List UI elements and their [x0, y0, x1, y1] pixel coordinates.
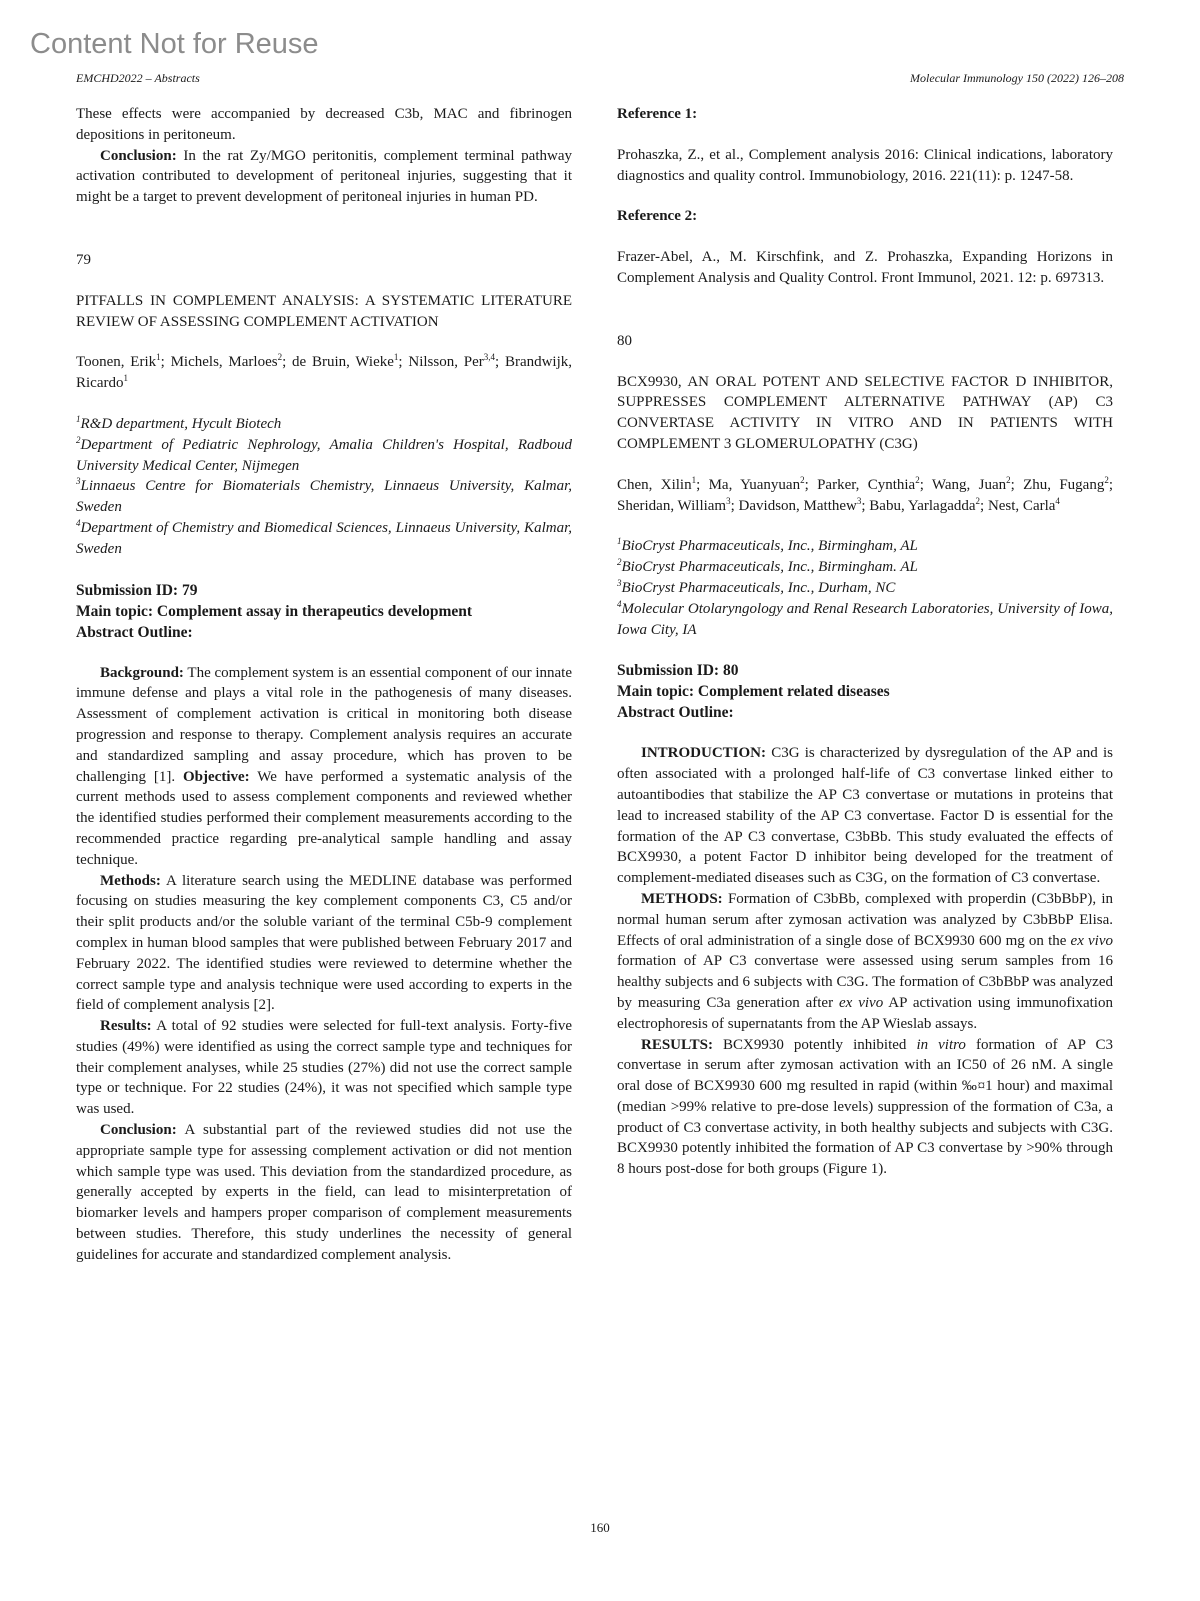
- author-affiliation-marker: 2: [1104, 474, 1109, 485]
- results-label: Results:: [100, 1018, 152, 1035]
- author-name: Zhu, Fugang: [1023, 476, 1105, 493]
- author-affiliation-marker: 3: [856, 495, 862, 506]
- background-text: The complement system is an essential component of our innate immune defense and plays a vital role in the pathogenesis of many diseases. Assessment of complement activation is critical in monitoring both disease progression and response to therapy. Complement analysis requires an accurate and standardized sampling and assay procedure, which has proven to be challenging [1].: [76, 664, 572, 785]
- submission-id: Submission ID: 80: [617, 662, 739, 680]
- author-affiliation-marker: 2: [1006, 474, 1011, 485]
- affiliation-text: Linnaeus Centre for Biomaterials Chemistry, Linnaeus University, Kalmar, Sweden: [76, 478, 572, 516]
- objective-text: We have performed a systematic analysis of the current methods used to assess complement components and reviewed whether the identified studies performed their complement measurements according to the recommended practice regarding pre-analytical sample handling and assay technique.: [76, 768, 573, 868]
- author-name: Brandwijk, Ricardo: [76, 354, 573, 392]
- results-paragraph: [76, 1016, 572, 1120]
- right-column: [617, 104, 1113, 1180]
- conclusion-text: In the rat Zy/MGO peritonitis, complement terminal pathway activation contributed to development of peritoneal injuries, suggesting that it might be a target to prevent development of peritoneal injuries in human PD.: [76, 147, 572, 206]
- affiliation-list: [76, 414, 572, 560]
- methods-text: formation of AP C3 convertase were assessed using serum samples from 16 healthy subjects and 6 subjects with C3G. The formation of C3bBbP was analyzed by measuring C3a generation after: [617, 953, 1113, 1011]
- conclusion-paragraph: [76, 1120, 572, 1266]
- author-affiliation-marker: 2: [277, 352, 283, 363]
- affiliation-marker: 1: [76, 413, 81, 424]
- methods-paragraph: [617, 889, 1113, 1035]
- results-italic: in vitro: [916, 1036, 966, 1053]
- methods-paragraph: [76, 871, 572, 1017]
- affiliation-text: R&D department, Hycult Biotech: [80, 415, 282, 432]
- author-name: Babu, Yarlagadda: [869, 497, 976, 514]
- submission-id: Submission ID: 79: [76, 581, 198, 599]
- affiliation-marker: 4: [76, 517, 81, 528]
- methods-text: A literature search using the MEDLINE database was performed focusing on studies measuring the key complement components C3, C5 and/or their split products and/or the soluble variant of the terminal C5b-9 complement complex in human blood samples that were published between February 2017 and February 2022. The identified studies were reviewed to determine whether the correct sample type and analysis technique were used according to experts in the field of complement analysis [2].: [76, 872, 572, 1014]
- affiliation: [76, 476, 572, 518]
- affiliation-text: Department of Chemistry and Biomedical Sciences, Linnaeus University, Kalmar, Sweden: [76, 519, 572, 557]
- conclusion-label: Conclusion:: [100, 147, 177, 164]
- author-affiliation-marker: 3: [726, 495, 731, 506]
- affiliation-list: [617, 536, 1113, 640]
- methods-text: Formation of C3bBb, complexed with properdin (C3bBbP), in normal human serum after zymosan activation was analyzed by C3bBbP Elisa. Effects of oral administration of a single dose of BCX9930 600 mg on the: [617, 890, 1113, 949]
- author-name: Michels, Marloes: [170, 354, 278, 371]
- background-paragraph: [76, 663, 572, 871]
- author-affiliation-marker: 1: [156, 352, 161, 363]
- running-head-right: Molecular Immunology 150 (2022) 126–208: [910, 71, 1124, 85]
- affiliation-text: Department of Pediatric Nephrology, Amalia Children's Hospital, Radboud University Medical Center, Nijmegen: [76, 436, 572, 474]
- author-affiliation-marker: 1: [393, 352, 399, 363]
- methods-italic: ex vivo: [1070, 932, 1113, 949]
- main-topic: Main topic: Complement related diseases: [617, 683, 890, 701]
- reference-1-text: Prohaszka, Z., et al., Complement analysis 2016: Clinical indications, laboratory diagnostics and quality control. Immunobiology, 2016. 221(11): p. 1247-58.: [617, 146, 1113, 184]
- abstract-body: [76, 663, 572, 1266]
- affiliation-text: BioCryst Pharmaceuticals, Inc., Birmingham. AL: [621, 559, 918, 576]
- author-affiliation-marker: 2: [915, 474, 920, 485]
- outline-label: Abstract Outline:: [617, 704, 734, 722]
- methods-text: AP activation using immunofixation electrophoresis of supernatants from the AP Wieslab assays.: [617, 994, 1113, 1032]
- left-column: [76, 104, 572, 1266]
- conclusion-label: Conclusion:: [100, 1122, 177, 1139]
- abstract-body: [617, 743, 1113, 1180]
- outline-label: Abstract Outline:: [76, 623, 193, 641]
- affiliation: [76, 518, 572, 560]
- introduction-label: INTRODUCTION:: [641, 745, 767, 762]
- affiliation: [617, 599, 1113, 641]
- author-name: Nest, Carla: [987, 497, 1056, 514]
- author-name: Davidson, Matthew: [738, 497, 857, 514]
- author-name: Sheridan, William: [617, 497, 727, 514]
- reference-1-heading: Reference 1:: [617, 106, 698, 122]
- methods-label: Methods:: [100, 872, 161, 889]
- results-text: A total of 92 studies were selected for full-text analysis. Forty-five studies (49%) were identified as using the correct sample type and techniques for their complement analyses, while 25 studies (27%) did not use the correct sample type or technique. For 22 studies (24%), it was not specified which sample type was used.: [76, 1018, 572, 1118]
- methods-label: METHODS:: [641, 890, 723, 907]
- author-affiliation-marker: 3,4: [483, 352, 495, 363]
- author-affiliation-marker: 1: [123, 373, 128, 384]
- continued-paragraph: These effects were accompanied by decreased C3b, MAC and fibrinogen depositions in peritoneum.: [76, 106, 572, 143]
- affiliation-text: Molecular Otolaryngology and Renal Research Laboratories, University of Iowa, Iowa City, IA: [617, 600, 1113, 638]
- affiliation-marker: 2: [617, 557, 622, 568]
- author-affiliation-marker: 2: [975, 495, 981, 506]
- background-label: Background:: [100, 664, 184, 681]
- affiliation: [76, 414, 572, 435]
- reference-2-heading: Reference 2:: [617, 208, 698, 225]
- affiliation: [76, 435, 572, 477]
- author-affiliation-marker: 4: [1055, 495, 1060, 506]
- watermark: Content Not for Reuse: [30, 28, 319, 60]
- continued-conclusion: [76, 146, 572, 208]
- author-name: Ma, Yuanyuan: [708, 476, 801, 493]
- running-head-left: EMCHD2022 – Abstracts: [76, 71, 200, 85]
- author-list: Toonen, Erik$^1$; Michels, Marloes$^2$; de Bruin, Wieke$^1$; Nilsson, Per$^{3,4}$; Brandwijk, Ricardo$^1$: [76, 352, 573, 392]
- author-name: Chen, Xilin: [617, 476, 692, 493]
- results-label: RESULTS:: [641, 1036, 713, 1053]
- affiliation-marker: 1: [617, 536, 622, 547]
- main-topic: Main topic: Complement assay in therapeutics development: [76, 602, 473, 620]
- abstract-meta: [617, 660, 1113, 723]
- affiliation: [617, 557, 1113, 578]
- author-name: Nilsson, Per: [408, 354, 484, 371]
- affiliation-text: BioCryst Pharmaceuticals, Inc., Durham, NC: [621, 579, 896, 596]
- author-name: Parker, Cynthia: [817, 476, 916, 493]
- affiliation-marker: 3: [617, 577, 622, 588]
- author-list: Chen, Xilin$^1$; Ma, Yuanyuan$^2$; Parker, Cynthia$^2$; Wang, Juan$^2$; Zhu, Fugang$^2$; Sheridan, William$^3$; Davidson, Matthew$^3$; Babu, Yarlagadda$^2$; Nest, Carla$^4$: [617, 474, 1114, 514]
- affiliation-marker: 4: [617, 598, 622, 609]
- abstract-meta: [76, 580, 572, 643]
- affiliation-text: BioCryst Pharmaceuticals, Inc., Birmingham, AL: [621, 538, 918, 555]
- author-affiliation-marker: 2: [800, 474, 805, 485]
- reference-2-text: Frazer-Abel, A., M. Kirschfink, and Z. Prohaszka, Expanding Horizons in Complement Analysis and Quality Control. Front Immunol, 2021. 12: p. 697313.: [617, 249, 1113, 286]
- introduction-paragraph: [617, 743, 1113, 889]
- author-name: de Bruin, Wieke: [292, 354, 394, 371]
- abstract-title: BCX9930, AN ORAL POTENT AND SELECTIVE FACTOR D INHIBITOR, SUPPRESSES COMPLEMENT ALTERNATIVE PATHWAY (AP) C3 CONVERTASE ACTIVITY IN VITRO AND IN PATIENTS WITH COMPLEMENT 3 GLOMERULOPATHY (C3G): [617, 373, 1113, 452]
- results-text: formation of AP C3 convertase in serum after zymosan activation with an IC50 of 26 nM. A single oral dose of BCX9930 600 mg resulted in rapid (within ‰¤1 hour) and maximal (median >99% relative to pre-dose levels) suppression of the formation of C3a, a product of C3 convertase activity, in both healthy subjects and subjects with C3G. BCX9930 potently inhibited the formation of AP C3 convertase by >90% through 8 hours post-dose for both groups (Figure 1).: [617, 1036, 1113, 1178]
- introduction-text: C3G is characterized by dysregulation of the AP and is often associated with a prolonged half-life of C3 convertase linked either to autoantibodies that stabilize the AP C3 convertase or mutations in proteins that lead to increased stability of the AP C3 convertase. Factor D is essential for the formation of the AP C3 convertase, C3bBb. This study evaluated the effects of BCX9930, a potent Factor D inhibitor being developed for the treatment of complement-mediated diseases such as C3G, on the formation of C3 convertase.: [617, 745, 1113, 887]
- results-text: BCX9930 potently inhibited: [712, 1036, 917, 1053]
- abstract-title: PITFALLS IN COMPLEMENT ANALYSIS: A SYSTEMATIC LITERATURE REVIEW OF ASSESSING COMPLEMENT ACTIVATION: [76, 292, 572, 330]
- author-name: Wang, Juan: [931, 476, 1007, 493]
- abstract-number: 79: [76, 251, 91, 268]
- results-paragraph: [617, 1035, 1113, 1181]
- affiliation-marker: 2: [76, 434, 81, 445]
- author-name: Toonen, Erik: [76, 354, 157, 371]
- conclusion-text: A substantial part of the reviewed studies did not use the appropriate sample type for assessing complement activation or did not mention which sample type was used. This deviation from the standardized procedure, as generally accepted by experts in the field, can lead to misinterpretation of biomarker levels and hampers proper comparison of complement measurements between studies. Therefore, this study underlines the necessity of general guidelines for accurate and standardized complement analysis.: [76, 1122, 572, 1263]
- affiliation: [617, 536, 1113, 557]
- page-number: 160: [590, 1520, 610, 1535]
- objective-label: Objective:: [183, 768, 250, 785]
- abstract-number: 80: [617, 332, 632, 349]
- author-affiliation-marker: 1: [691, 474, 697, 485]
- affiliation: [617, 578, 1113, 599]
- affiliation-marker: 3: [76, 476, 81, 487]
- methods-italic: ex vivo: [839, 994, 884, 1011]
